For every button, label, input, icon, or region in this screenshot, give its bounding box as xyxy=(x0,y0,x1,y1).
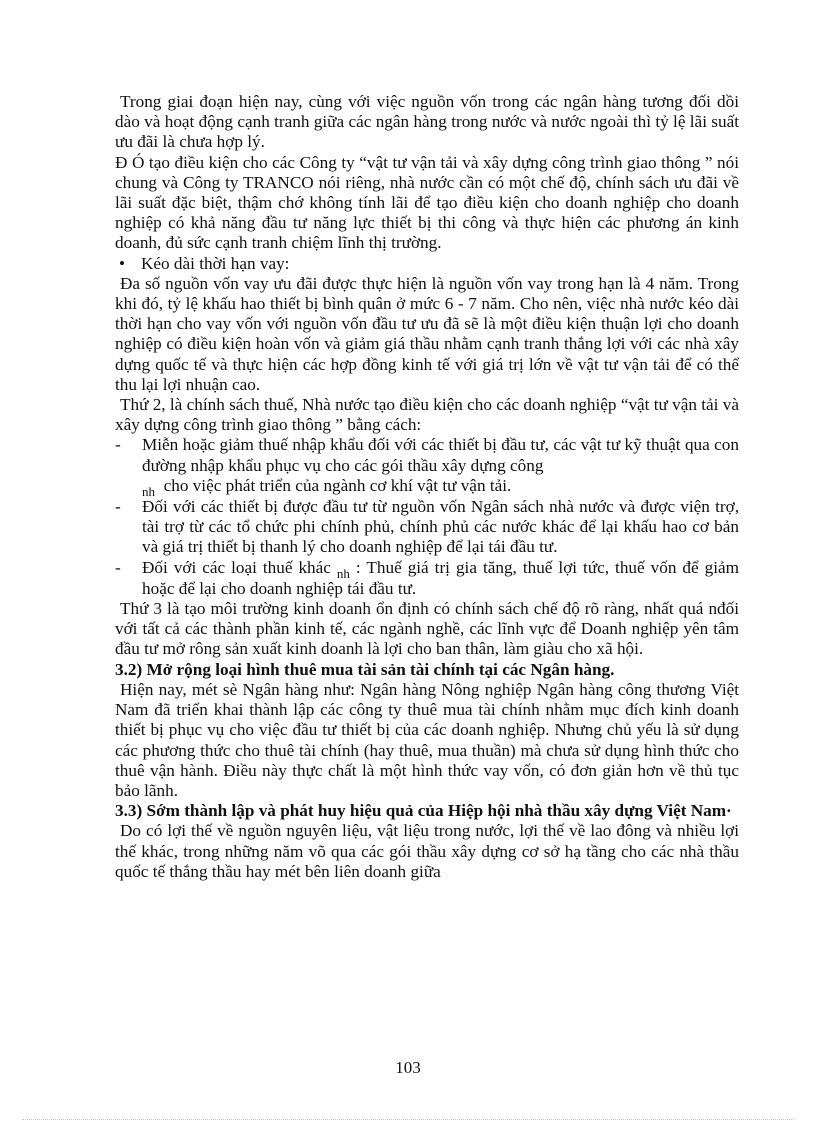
paragraph-preferential-policy: Đ Ó tạo điều kiện cho các Công ty “vật tư vận tải và xây dựng công trình giao thông ” nói chung và Công ty TRANCO nói riêng, nhà nước cần có một chế độ, chính sách ưu đãi về lãi suất đặc biệt, thậm chớ không tính lãi để tạo điều kiện cho doanh nghiệp cho doanh nghiệp có khả năng đầu tư năng lực thiết bị thi công và thực hiện các phương án kinh doanh, đủ sức cạnh tranh chiệm lĩnh thị trường. xyxy=(115,152,739,253)
paragraph-contractors: Do có lợi thế về nguồn nguyên liệu, vật liệu trong nước, lợi thế về lao đông và nhiều lợi thế khác, trong những năm võ qua các gói thầu xây dựng cơ sở hạ tầng cho các nhà thầu quốc tế thắng thầu hay mét bên liên doanh giữa xyxy=(115,821,739,881)
subscript-fragment: nh xyxy=(142,483,155,499)
bullet-item-label: Kéo dài thời hạn vay: xyxy=(141,253,290,273)
dash-item-other-taxes xyxy=(115,558,739,599)
dash-item-text xyxy=(142,435,739,497)
dash-item-text-part: Đối với các loại thuế khác xyxy=(142,557,331,577)
dash-item-text-part: Miễn hoặc giảm thuế nhập khẩu đối với các thiết bị đầu tư, các vật tư kỹ thuật qua con đường nhập khẩu phục vụ cho các gói thầu xây dựng công xyxy=(142,435,739,475)
page-bottom-divider xyxy=(22,1119,794,1120)
paragraph-leasing: Hiện nay, mét sè Ngân hàng như: Ngân hàng Nông nghiệp Ngân hàng công thương Việt Nam đã triển khai thành lập các công ty thuê mua tài chính nhằm mục đích kinh doanh thiết bị phục vụ cho việc đầu tư thiết bị của các doanh nghiệp. Nhưng chủ yếu là sử dụng các phương thức cho thuê tài chính (hay thuê, mua thuần) mà chưa sử dụng hình thức cho thuê vận hành. Điều này thực chất là một hình thức vay vốn, có đơn giản hơn về thủ tục bảo lãnh. xyxy=(115,679,739,800)
section-heading-3-3: 3.3) Sớm thành lập và phát huy hiệu quả của Hiệp hội nhà thầu xây dựng Việt Nam· xyxy=(115,801,732,821)
page-number: 103 xyxy=(395,1058,421,1077)
dash-icon: - xyxy=(115,497,121,517)
paragraph-tax-policy: Thứ 2, là chính sách thuế, Nhà nước tạo điều kiện cho các doanh nghiệp “vật tư vận tải và xây dựng công trình giao thông ” bằng cách: xyxy=(115,395,739,435)
bullet-item-loan-term xyxy=(115,254,739,274)
section-heading-3-2: 3.2) Mở rộng loại hình thuê mua tài sản tài chính tại các Ngân hàng. xyxy=(115,659,615,679)
paragraph-business-environment: Thứ 3 là tạo môi trường kinh doanh ổn định có chính sách chế độ rõ ràng, nhất quá nđối với tất cả các thành phần kinh tế, các ngành nghề, các lĩnh vực để Doanh nghiệp yên tâm đầu tư mở rông sản xuất kinh doanh là lợi cho ban thân, làm giàu cho xã hội. xyxy=(115,599,739,659)
dash-icon: - xyxy=(115,435,121,455)
dash-item-import-tax xyxy=(115,435,739,497)
page-body xyxy=(115,92,739,882)
dash-icon: - xyxy=(115,557,121,577)
dash-item-text-part: cho việc phát triển của ngành cơ khí vật tư vận tải. xyxy=(163,475,512,495)
dash-item-text-part: : Thuế giá trị gia tăng, thuế lợi tức, thuế vốn để giảm hoặc để lại cho doanh nghiệp tái đầu tư. xyxy=(142,557,740,598)
paragraph-interest-rate: Trong giai đoạn hiện nay, cùng với việc nguồn vốn trong các ngân hàng tương đối dồi dào và hoạt động cạnh tranh giữa các ngân hàng trong nước và nước ngoài thì tỷ lệ lãi suất ưu đãi là chưa hợp lý. xyxy=(115,92,739,152)
dash-item-text xyxy=(142,558,739,599)
dash-item-state-budget xyxy=(115,497,739,558)
bullet-icon: • xyxy=(119,253,126,273)
subscript-fragment: nh xyxy=(336,565,350,581)
paragraph-loan-term: Đa số nguồn vốn vay ưu đãi được thực hiện là nguồn vốn vay trong hạn là 4 năm. Trong khi đó, tỷ lệ khấu hao thiết bị bình quân ở mức 6 - 7 năm. Cho nên, việc nhà nước kéo dài thời hạn cho vay vốn với nguồn vốn đầu tư ưu đã sẽ là một điều kiện thuận lợi cho doanh nghiệp có điều kiện hoàn vốn và giảm giá thầu nhằm cạnh tranh thắng lợi với các nhà xây dựng quốc tế và thực hiện các hợp đồng kinh tế với giá trị lớn về vật tư vận tải để có thể thu lại lợi nhuận cao. xyxy=(115,273,739,394)
dash-item-text: Đối với các thiết bị được đầu tư từ nguồn vốn Ngân sách nhà nước và được viện trợ, tài trợ từ các tổ chức phi chính phủ, chính phủ các nước khác để lại khấu hao cơ bản và giá trị thiết bị thanh lý cho doanh nghiệp để lại tái đầu tư. xyxy=(142,497,739,557)
